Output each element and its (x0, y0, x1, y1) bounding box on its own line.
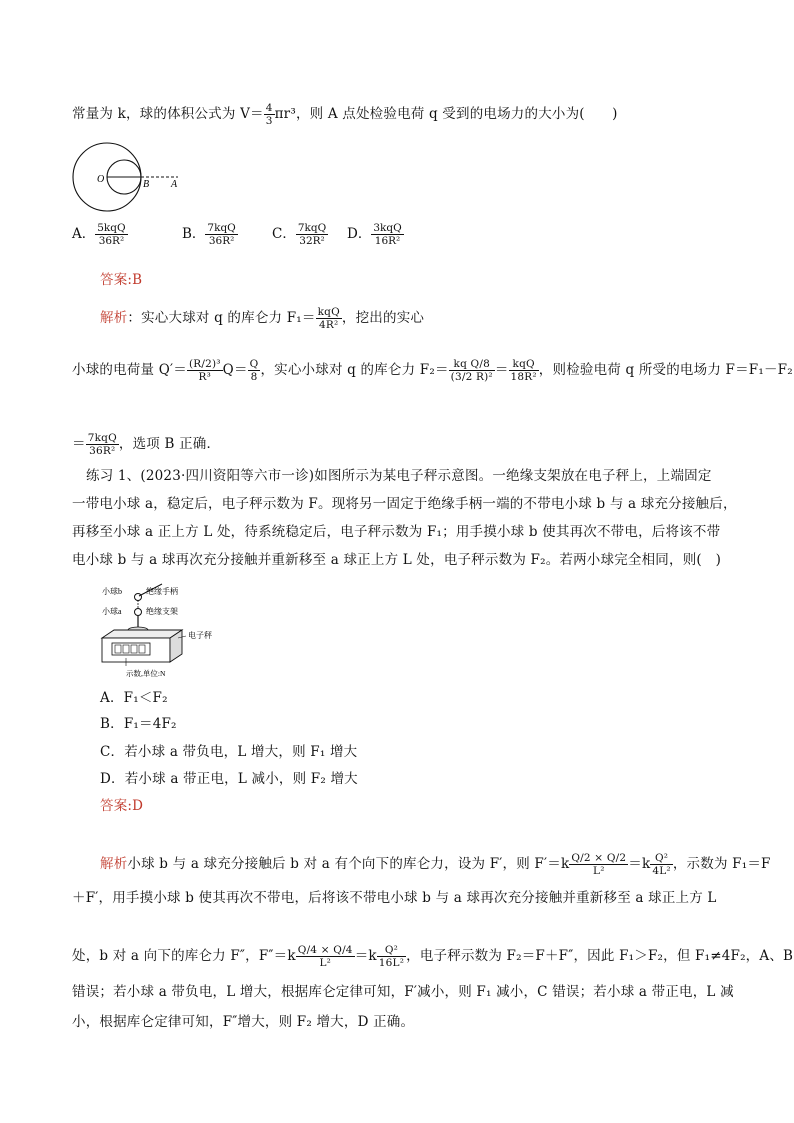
q1-explain-line-1: 解析：实心大球对 q 的库仑力 F₁＝ $\frac{\text{kqQ}}{\text{4R²}}$ ，挖出的实心 (100, 306, 425, 331)
label-handle: 绝缘手柄 (146, 587, 178, 596)
volume-fraction: $\frac{4}{3}$ (265, 102, 273, 127)
sphere-figure (70, 138, 190, 216)
q1-stem-text-b: πr³，则 A 点处检验电荷 q 受到的电场力的大小为( ) (274, 106, 618, 122)
label-o: O (97, 174, 105, 185)
q2-explain-line-3: 处，b 对 a 向下的库仑力 F″，F″＝k $\frac{Q/4 \times Q/4}{\text{L²}}$ ＝k $\frac{\text{Q²}}{\text{16L²}}$ ，电子秤示数为 F₂＝F＋F″，因此 F₁＞F₂，但 F₁≠4F₂，A、B (72, 944, 794, 969)
label-stand: 绝缘支架 (146, 607, 178, 616)
label-scale: 电子秤 (188, 631, 212, 640)
q2-explain-line-2: ＋F′，用手摸小球 b 使其再次不带电，后将该不带电小球 b 与 a 球再次充分接触并重新移至 a 球正上方 L (72, 890, 717, 906)
q2-option-b: B．F₁＝4F₂ (100, 716, 177, 732)
q2-explain-line-4: 错误；若小球 a 带负电，L 增大，根据库仑定律可知，F′减小，则 F₁ 减小，C 错误；若小球 a 带正电，L 减 (72, 984, 734, 1000)
label-b: B (143, 179, 150, 190)
q1-stem-text-a: 常量为 k，球的体积公式为 V＝ (72, 106, 264, 122)
q2-option-d: D．若小球 a 带正电，L 减小，则 F₂ 增大 (100, 771, 358, 787)
q1-option-b: B． $\frac{\text{7kqQ}}{\text{36R²}}$ (182, 222, 236, 247)
q1-explain-line-3: ＝ $\frac{\text{7kqQ}}{\text{36R²}}$ ，选项 B 正确． (72, 432, 221, 457)
q2-option-a: A．F₁＜F₂ (100, 690, 168, 706)
q1-answer: 答案:B (100, 272, 143, 288)
q1-explain-line-2: 小球的电荷量 Q′＝ $\frac{\text{(R/2)³}}{\text{R³}}$ Q＝ $\frac{Q}{8}$ ，实心小球对 q 的库仑力 F₂＝ $\frac{\text{kq Q/8}}{\text{(3/2 R)²}}$ ＝ $\frac{\text{kqQ}}{\text{18R²}}$ ，则检验电荷 q 所受的电场力 F＝F₁－F₂ (72, 358, 793, 383)
q2-para-line-2: 一带电小球 a，稳定后，电子秤示数为 F。现将另一固定于绝缘手柄一端的不带电小球 b 与 a 球充分接触后， (72, 496, 737, 512)
q2-explain-line-1: 解析小球 b 与 a 球充分接触后 b 对 a 有个向下的库仑力，设为 F′，则 F′＝k $\frac{Q/2 \times Q/2}{\text{L²}}$ ＝k $\frac{\text{Q²}}{\text{4L²}}$ ，示数为 F₁＝F (100, 852, 771, 877)
q2-explain-line-5: 小，根据库仑定律可知，F″增大，则 F₂ 增大，D 正确。 (72, 1014, 415, 1030)
label-unit: 示数,单位:N (126, 669, 166, 678)
q2-para-line-1: 练习 1、(2023·四川资阳等六市一诊)如图所示为某电子秤示意图。一绝缘支架放在电子秤上，上端固定 (86, 468, 712, 484)
q1-option-c: C． $\frac{\text{7kqQ}}{\text{32R²}}$ (272, 222, 327, 247)
label-ball-a: 小球a (102, 607, 122, 616)
scale-figure (100, 580, 230, 680)
q2-para-line-3: 再移至小球 a 正上方 L 处，待系统稳定后，电子秤示数为 F₁；用手摸小球 b 使其再次不带电，后将该不带 (72, 524, 721, 540)
q2-answer: 答案:D (100, 798, 144, 814)
q2-para-line-4: 电小球 b 与 a 球再次充分接触并重新移至 a 球正上方 L 处，电子秤示数为 F₂。若两小球完全相同，则( ) (72, 552, 722, 568)
q2-option-c: C．若小球 a 带负电，L 增大，则 F₁ 增大 (100, 744, 358, 760)
label-ball-b: 小球b (102, 587, 122, 596)
q1-option-d: D． $\frac{\text{3kqQ}}{\text{16R²}}$ (347, 222, 402, 247)
q1-stem (72, 102, 618, 127)
label-a: A (171, 179, 178, 190)
q1-option-a: A． $\frac{\text{5kqQ}}{\text{36R²}}$ (72, 222, 126, 247)
